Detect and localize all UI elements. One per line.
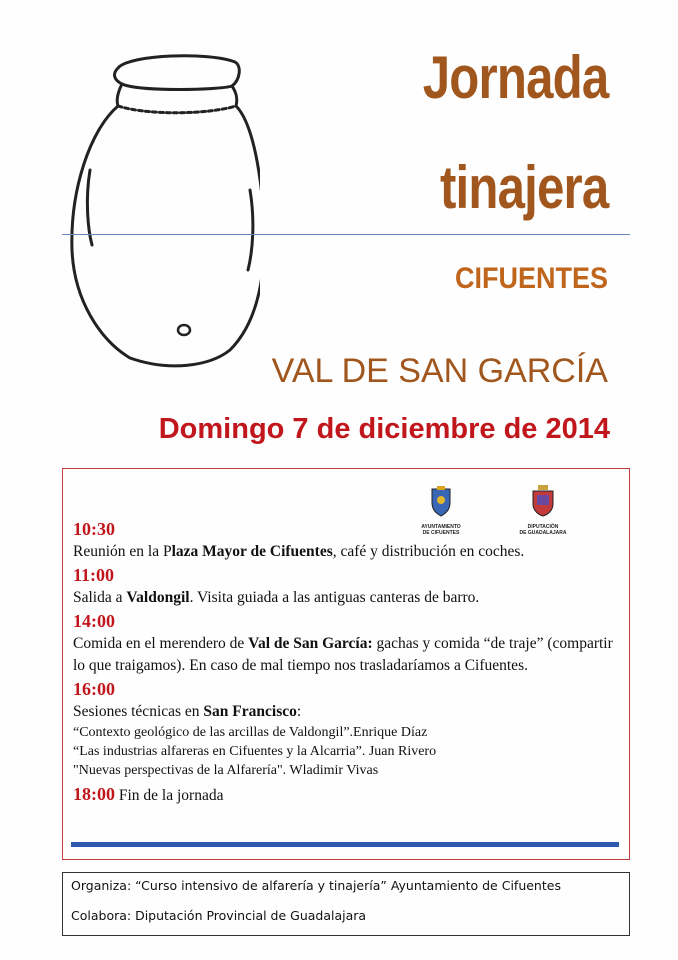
text-bold: laza Mayor de Cifuentes bbox=[171, 543, 333, 560]
text-part: Sesiones técnicas en bbox=[73, 703, 204, 720]
schedule-time: 16:00 bbox=[73, 679, 115, 699]
colabora-line: Colabora: Diputación Provincial de Guadalajara bbox=[71, 908, 367, 923]
title-line-1: Jornada bbox=[422, 44, 608, 111]
text-part: Comida en el merendero de bbox=[73, 635, 249, 652]
title-line-2: tinajera bbox=[439, 154, 608, 221]
schedule-item bbox=[73, 517, 613, 563]
schedule-text bbox=[73, 587, 613, 609]
logo-caption-line-1: AYUNTAMIENTO bbox=[421, 524, 461, 530]
blue-rule bbox=[71, 842, 619, 847]
talk-item: "Nuevas perspectivas de la Alfarería". Wladimir Vivas bbox=[73, 763, 379, 778]
tinaja-jar-drawing bbox=[60, 40, 260, 380]
schedule-text bbox=[73, 541, 613, 563]
text-part: gachas y comida “de traje” (compartir lo que traigamos). En caso de mal tiempo nos trasladaríamos a Cifuentes. bbox=[73, 635, 613, 674]
event-date: Domingo 7 de diciembre de 2014 bbox=[158, 413, 610, 445]
shield-icon bbox=[428, 485, 454, 517]
text-part: . Visita guiada a las antiguas canteras de barro. bbox=[189, 589, 480, 606]
schedule-end bbox=[73, 782, 613, 807]
schedule-time: 10:30 bbox=[73, 519, 115, 539]
place-name: CIFUENTES bbox=[454, 262, 608, 295]
schedule-time: 18:00 bbox=[73, 784, 115, 804]
text-bold: San Francisco bbox=[203, 703, 297, 720]
schedule-time: 11:00 bbox=[73, 565, 115, 585]
schedule-item bbox=[73, 563, 613, 609]
schedule-text bbox=[73, 633, 613, 677]
schedule-text bbox=[73, 701, 613, 723]
organiza-line: Organiza: “Curso intensivo de alfarería y tinajería” Ayuntamiento de Cifuentes bbox=[71, 878, 561, 893]
text-part: Salida a bbox=[73, 589, 127, 606]
footer-box bbox=[62, 872, 630, 936]
talk-item: “Las industrias alfareras en Cifuentes y la Alcarria”. Juan Rivero bbox=[73, 744, 437, 759]
end-text: Fin de la jornada bbox=[118, 787, 224, 804]
schedule-box bbox=[62, 468, 630, 860]
crest-icon bbox=[530, 485, 556, 517]
schedule-time: 14:00 bbox=[73, 611, 115, 631]
logo2-caption-line-2: DE GUADALAJARA bbox=[519, 530, 567, 536]
logo2-caption-line-1: DIPUTACIÓN bbox=[527, 524, 559, 530]
text-bold: Val de San García: bbox=[248, 635, 373, 652]
schedule-list bbox=[73, 517, 613, 807]
text-part: , café y distribución en coches. bbox=[332, 543, 525, 560]
logo-caption-line-2: DE CIFUENTES bbox=[422, 530, 460, 536]
schedule-item bbox=[73, 677, 613, 780]
schedule-item bbox=[73, 609, 613, 677]
divider-line bbox=[62, 234, 630, 235]
text-part: : bbox=[296, 703, 302, 720]
text-bold: Valdongil bbox=[126, 589, 190, 606]
text-part: Reunión en la P bbox=[73, 543, 172, 560]
talk-item: “Contexto geológico de las arcillas de Valdongil”.Enrique Díaz bbox=[73, 725, 428, 740]
site-name: VAL DE SAN GARCÍA bbox=[271, 352, 608, 390]
